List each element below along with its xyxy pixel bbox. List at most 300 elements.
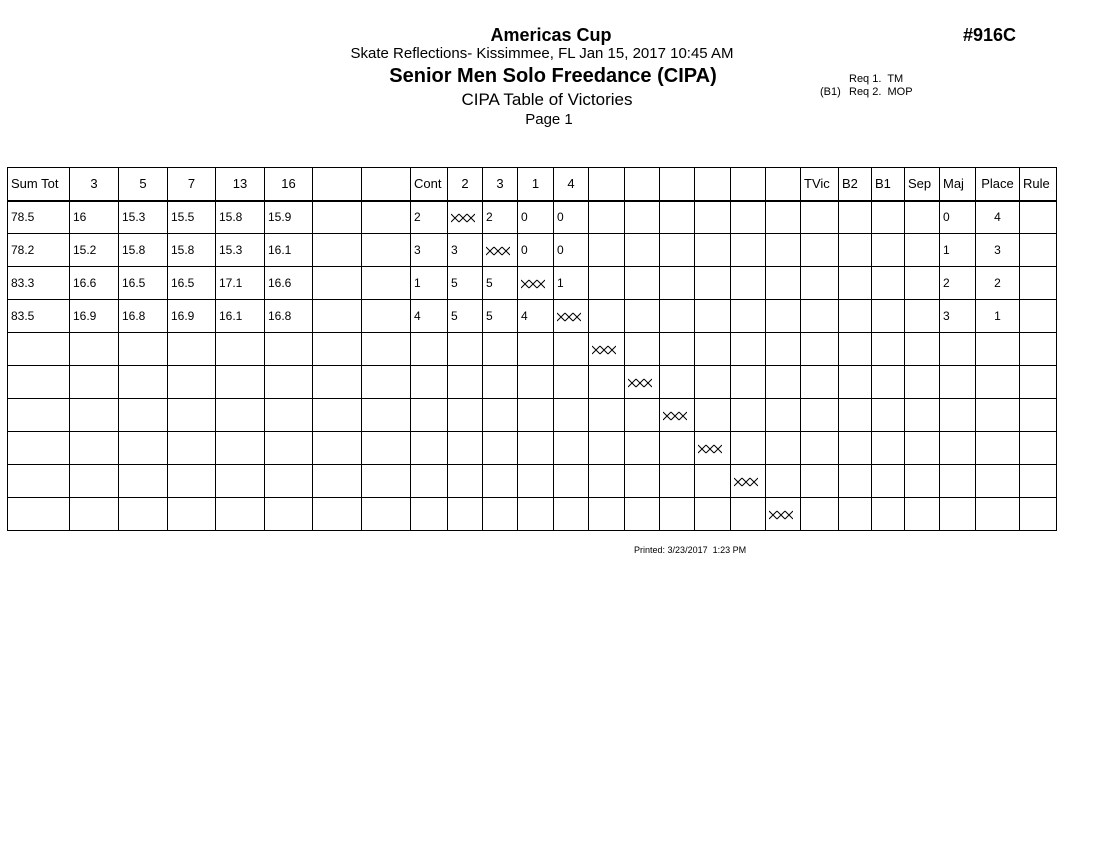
table-row	[8, 333, 1057, 366]
table-cell: 2	[411, 201, 448, 234]
table-cell	[731, 300, 766, 333]
table-cell: 0	[518, 234, 554, 267]
column-header: Rule	[1020, 168, 1057, 201]
column-header: Sum Tot	[8, 168, 70, 201]
table-cell	[766, 366, 801, 399]
table-cell	[801, 300, 839, 333]
table-cell	[168, 465, 216, 498]
table-cell: 16.6	[265, 267, 313, 300]
self-comparison-mark	[589, 333, 625, 366]
table-cell	[872, 498, 905, 531]
table-cell	[518, 465, 554, 498]
table-cell	[940, 498, 976, 531]
table-cell: 78.2	[8, 234, 70, 267]
table-row	[8, 300, 1057, 333]
table-cell	[411, 399, 448, 432]
table-cell	[265, 432, 313, 465]
table-cell	[362, 366, 411, 399]
table-cell: 0	[554, 201, 589, 234]
table-cell	[448, 465, 483, 498]
table-cell: 16.5	[168, 267, 216, 300]
table-cell: 0	[518, 201, 554, 234]
table-cell	[313, 399, 362, 432]
table-cell	[625, 432, 660, 465]
table-row	[8, 267, 1057, 300]
table-cell	[70, 366, 119, 399]
table-cell	[766, 333, 801, 366]
table-cell	[766, 399, 801, 432]
table-cell	[660, 267, 695, 300]
table-cell: 16.8	[119, 300, 168, 333]
table-cell	[1020, 300, 1057, 333]
column-header: 2	[448, 168, 483, 201]
place-cell	[976, 366, 1020, 399]
table-cell	[801, 267, 839, 300]
requirement-tag	[820, 73, 849, 86]
column-header: TVic	[801, 168, 839, 201]
column-header: Maj	[940, 168, 976, 201]
table-header-row	[8, 168, 1057, 201]
column-header: B2	[839, 168, 872, 201]
table-cell	[695, 267, 731, 300]
table-cell	[8, 465, 70, 498]
table-cell	[872, 234, 905, 267]
table-cell	[695, 366, 731, 399]
column-header: 7	[168, 168, 216, 201]
table-cell	[168, 333, 216, 366]
table-cell	[625, 399, 660, 432]
table-cell	[119, 366, 168, 399]
table-cell	[872, 201, 905, 234]
table-cell: 16.1	[216, 300, 265, 333]
table-cell: 5	[448, 300, 483, 333]
requirement-line	[820, 86, 913, 99]
table-row	[8, 234, 1057, 267]
table-cell: 16.9	[168, 300, 216, 333]
table-cell	[554, 333, 589, 366]
table-cell	[731, 432, 766, 465]
table-cell	[119, 432, 168, 465]
table-cell	[731, 234, 766, 267]
table-cell	[483, 432, 518, 465]
table-cell	[589, 366, 625, 399]
table-cell	[362, 234, 411, 267]
table-cell: 1	[411, 267, 448, 300]
column-header: 13	[216, 168, 265, 201]
table-cell: 15.5	[168, 201, 216, 234]
table-cell: 83.3	[8, 267, 70, 300]
table-cell	[119, 333, 168, 366]
self-comparison-mark	[766, 498, 801, 531]
page-number: Page 1	[525, 111, 573, 128]
self-comparison-mark	[518, 267, 554, 300]
table-cell	[411, 498, 448, 531]
table-cell	[411, 366, 448, 399]
table-cell: 16.5	[119, 267, 168, 300]
table-cell: 15.8	[216, 201, 265, 234]
table-cell	[313, 432, 362, 465]
table-cell	[625, 300, 660, 333]
table-cell	[518, 399, 554, 432]
table-cell	[801, 432, 839, 465]
table-cell	[313, 465, 362, 498]
table-cell	[660, 234, 695, 267]
table-cell	[216, 498, 265, 531]
table-cell	[216, 399, 265, 432]
table-cell	[872, 300, 905, 333]
table-cell	[839, 300, 872, 333]
table-cell	[518, 366, 554, 399]
table-cell: 5	[483, 267, 518, 300]
table-cell	[625, 333, 660, 366]
table-cell	[905, 366, 940, 399]
table-cell	[839, 465, 872, 498]
table-cell	[448, 333, 483, 366]
column-header: Cont	[411, 168, 448, 201]
table-cell	[905, 333, 940, 366]
table-cell	[265, 399, 313, 432]
table-cell	[940, 366, 976, 399]
place-cell: 4	[976, 201, 1020, 234]
table-cell	[8, 333, 70, 366]
printed-label: Printed:	[634, 545, 666, 555]
table-cell	[313, 201, 362, 234]
cross-pattern-icon	[628, 378, 652, 388]
column-header: Place	[976, 168, 1020, 201]
table-cell	[168, 366, 216, 399]
self-comparison-mark	[695, 432, 731, 465]
table-cell: 15.3	[216, 234, 265, 267]
table-cell	[801, 201, 839, 234]
table-cell	[695, 300, 731, 333]
table-cell	[554, 465, 589, 498]
event-number: #916C	[963, 25, 1017, 45]
table-cell	[518, 498, 554, 531]
requirement-tag: (B1)	[820, 86, 841, 98]
table-cell	[70, 333, 119, 366]
requirement-line	[820, 73, 913, 86]
table-cell: 15.8	[119, 234, 168, 267]
table-cell	[362, 201, 411, 234]
table-cell	[168, 399, 216, 432]
table-cell	[362, 267, 411, 300]
self-comparison-mark	[660, 399, 695, 432]
column-header	[589, 168, 625, 201]
table-cell	[839, 498, 872, 531]
table-cell: 1	[940, 234, 976, 267]
column-header	[313, 168, 362, 201]
table-cell	[483, 366, 518, 399]
table-row	[8, 432, 1057, 465]
table-cell	[731, 498, 766, 531]
self-comparison-mark	[483, 234, 518, 267]
requirement-text: Req 2. MOP	[849, 86, 913, 98]
place-cell	[976, 498, 1020, 531]
column-header: 5	[119, 168, 168, 201]
table-cell	[313, 234, 362, 267]
table-cell	[70, 432, 119, 465]
table-cell	[265, 465, 313, 498]
table-cell	[313, 333, 362, 366]
table-cell	[872, 399, 905, 432]
table-cell	[265, 498, 313, 531]
table-cell	[625, 201, 660, 234]
cross-pattern-icon	[486, 246, 510, 256]
table-cell: 16.1	[265, 234, 313, 267]
self-comparison-mark	[554, 300, 589, 333]
table-cell	[766, 267, 801, 300]
table-cell	[872, 432, 905, 465]
table-cell	[839, 432, 872, 465]
table-cell	[872, 267, 905, 300]
table-cell	[362, 399, 411, 432]
table-cell	[625, 465, 660, 498]
table-cell	[940, 432, 976, 465]
victories-table	[7, 167, 1057, 531]
column-header: Sep	[905, 168, 940, 201]
table-cell	[766, 300, 801, 333]
cross-pattern-icon	[451, 213, 475, 223]
table-cell	[801, 234, 839, 267]
table-cell	[766, 201, 801, 234]
table-cell	[168, 498, 216, 531]
table-cell	[660, 498, 695, 531]
table-cell	[313, 300, 362, 333]
table-cell	[1020, 201, 1057, 234]
table-cell	[362, 333, 411, 366]
requirements-legend	[820, 73, 913, 99]
table-cell	[448, 366, 483, 399]
table-cell: 83.5	[8, 300, 70, 333]
requirement-text: Req 1. TM	[849, 73, 904, 85]
table-cell	[168, 432, 216, 465]
printed-timestamp	[634, 545, 746, 556]
table-cell	[8, 399, 70, 432]
table-cell	[695, 498, 731, 531]
table-cell: 2	[940, 267, 976, 300]
table-cell	[766, 234, 801, 267]
table-cell	[625, 234, 660, 267]
table-row	[8, 201, 1057, 234]
table-cell: 0	[940, 201, 976, 234]
table-cell	[119, 399, 168, 432]
table-cell	[1020, 333, 1057, 366]
place-cell: 1	[976, 300, 1020, 333]
table-cell	[731, 267, 766, 300]
table-cell	[660, 465, 695, 498]
table-cell	[362, 300, 411, 333]
table-cell: 3	[940, 300, 976, 333]
venue-date-line: Skate Reflections- Kissimmee, FL Jan 15, 2017 10:45 AM	[350, 45, 734, 62]
table-row	[8, 366, 1057, 399]
table-cell: 3	[411, 234, 448, 267]
table-cell	[8, 366, 70, 399]
column-header: 3	[70, 168, 119, 201]
table-cell: 16	[70, 201, 119, 234]
event-title: Americas Cup	[490, 25, 612, 45]
table-cell	[589, 201, 625, 234]
cross-pattern-icon	[698, 444, 722, 454]
table-cell	[216, 432, 265, 465]
table-cell	[313, 366, 362, 399]
table-cell	[216, 366, 265, 399]
table-cell: 15.3	[119, 201, 168, 234]
table-cell	[839, 234, 872, 267]
table-cell	[731, 201, 766, 234]
table-cell	[448, 399, 483, 432]
table-cell	[411, 465, 448, 498]
cross-pattern-icon	[734, 477, 758, 487]
place-cell	[976, 432, 1020, 465]
table-cell	[589, 432, 625, 465]
table-cell	[483, 465, 518, 498]
table-cell	[839, 333, 872, 366]
table-cell	[731, 333, 766, 366]
cross-pattern-icon	[521, 279, 545, 289]
cross-pattern-icon	[592, 345, 616, 355]
table-title: CIPA Table of Victories	[461, 90, 633, 109]
table-cell	[70, 498, 119, 531]
table-row	[8, 465, 1057, 498]
table-cell	[801, 498, 839, 531]
table-cell	[554, 498, 589, 531]
self-comparison-mark	[448, 201, 483, 234]
table-cell	[589, 300, 625, 333]
division-title: Senior Men Solo Freedance (CIPA)	[389, 65, 717, 87]
table-cell: 5	[448, 267, 483, 300]
table-cell	[483, 333, 518, 366]
table-cell	[660, 333, 695, 366]
table-cell	[1020, 366, 1057, 399]
place-cell	[976, 333, 1020, 366]
place-cell	[976, 465, 1020, 498]
table-cell	[940, 465, 976, 498]
table-cell	[1020, 399, 1057, 432]
table-cell	[70, 465, 119, 498]
table-cell: 15.8	[168, 234, 216, 267]
table-cell	[265, 333, 313, 366]
table-cell	[554, 432, 589, 465]
table-cell	[1020, 234, 1057, 267]
table-row	[8, 498, 1057, 531]
table-cell	[660, 432, 695, 465]
column-header	[766, 168, 801, 201]
table-cell	[695, 399, 731, 432]
table-cell	[940, 399, 976, 432]
place-cell: 3	[976, 234, 1020, 267]
table-cell	[801, 333, 839, 366]
place-cell: 2	[976, 267, 1020, 300]
table-cell	[8, 498, 70, 531]
table-cell	[801, 465, 839, 498]
table-cell	[766, 432, 801, 465]
table-cell	[731, 366, 766, 399]
column-header: 4	[554, 168, 589, 201]
table-cell	[362, 465, 411, 498]
table-cell: 4	[411, 300, 448, 333]
table-cell	[448, 432, 483, 465]
table-cell	[801, 399, 839, 432]
table-cell	[483, 399, 518, 432]
column-header	[695, 168, 731, 201]
table-cell: 16.6	[70, 267, 119, 300]
table-cell	[905, 432, 940, 465]
table-cell	[589, 234, 625, 267]
table-cell	[1020, 498, 1057, 531]
table-cell	[70, 399, 119, 432]
table-cell: 15.9	[265, 201, 313, 234]
self-comparison-mark	[625, 366, 660, 399]
table-cell	[905, 300, 940, 333]
table-cell: 15.2	[70, 234, 119, 267]
table-cell	[905, 498, 940, 531]
table-cell	[625, 267, 660, 300]
table-cell	[660, 300, 695, 333]
table-cell	[625, 498, 660, 531]
table-cell	[695, 234, 731, 267]
table-cell	[119, 465, 168, 498]
table-cell: 1	[554, 267, 589, 300]
table-cell	[589, 465, 625, 498]
table-cell	[589, 267, 625, 300]
place-cell	[976, 399, 1020, 432]
table-cell	[483, 498, 518, 531]
table-row	[8, 399, 1057, 432]
column-header: B1	[872, 168, 905, 201]
table-cell	[411, 432, 448, 465]
table-cell	[313, 498, 362, 531]
table-cell	[554, 399, 589, 432]
table-cell	[839, 366, 872, 399]
column-header	[731, 168, 766, 201]
table-cell	[839, 399, 872, 432]
table-cell	[660, 366, 695, 399]
table-cell	[695, 201, 731, 234]
table-cell	[905, 465, 940, 498]
cross-pattern-icon	[663, 411, 687, 421]
table-cell: 2	[483, 201, 518, 234]
table-cell	[589, 498, 625, 531]
table-cell	[905, 399, 940, 432]
table-cell	[766, 465, 801, 498]
table-cell: 78.5	[8, 201, 70, 234]
table-cell	[8, 432, 70, 465]
table-cell: 3	[448, 234, 483, 267]
table-cell	[695, 465, 731, 498]
table-cell	[839, 201, 872, 234]
table-cell: 17.1	[216, 267, 265, 300]
table-cell	[411, 333, 448, 366]
table-cell: 4	[518, 300, 554, 333]
column-header	[660, 168, 695, 201]
table-cell	[265, 366, 313, 399]
cross-pattern-icon	[769, 510, 793, 520]
table-cell	[731, 399, 766, 432]
table-cell	[839, 267, 872, 300]
column-header: 3	[483, 168, 518, 201]
table-cell	[554, 366, 589, 399]
table-cell: 0	[554, 234, 589, 267]
table-cell	[1020, 267, 1057, 300]
table-cell	[940, 333, 976, 366]
column-header: 1	[518, 168, 554, 201]
column-header	[362, 168, 411, 201]
table-cell	[362, 498, 411, 531]
table-cell	[362, 432, 411, 465]
cross-pattern-icon	[557, 312, 581, 322]
printed-value: 3/23/2017 1:23 PM	[667, 545, 747, 555]
table-cell	[518, 333, 554, 366]
